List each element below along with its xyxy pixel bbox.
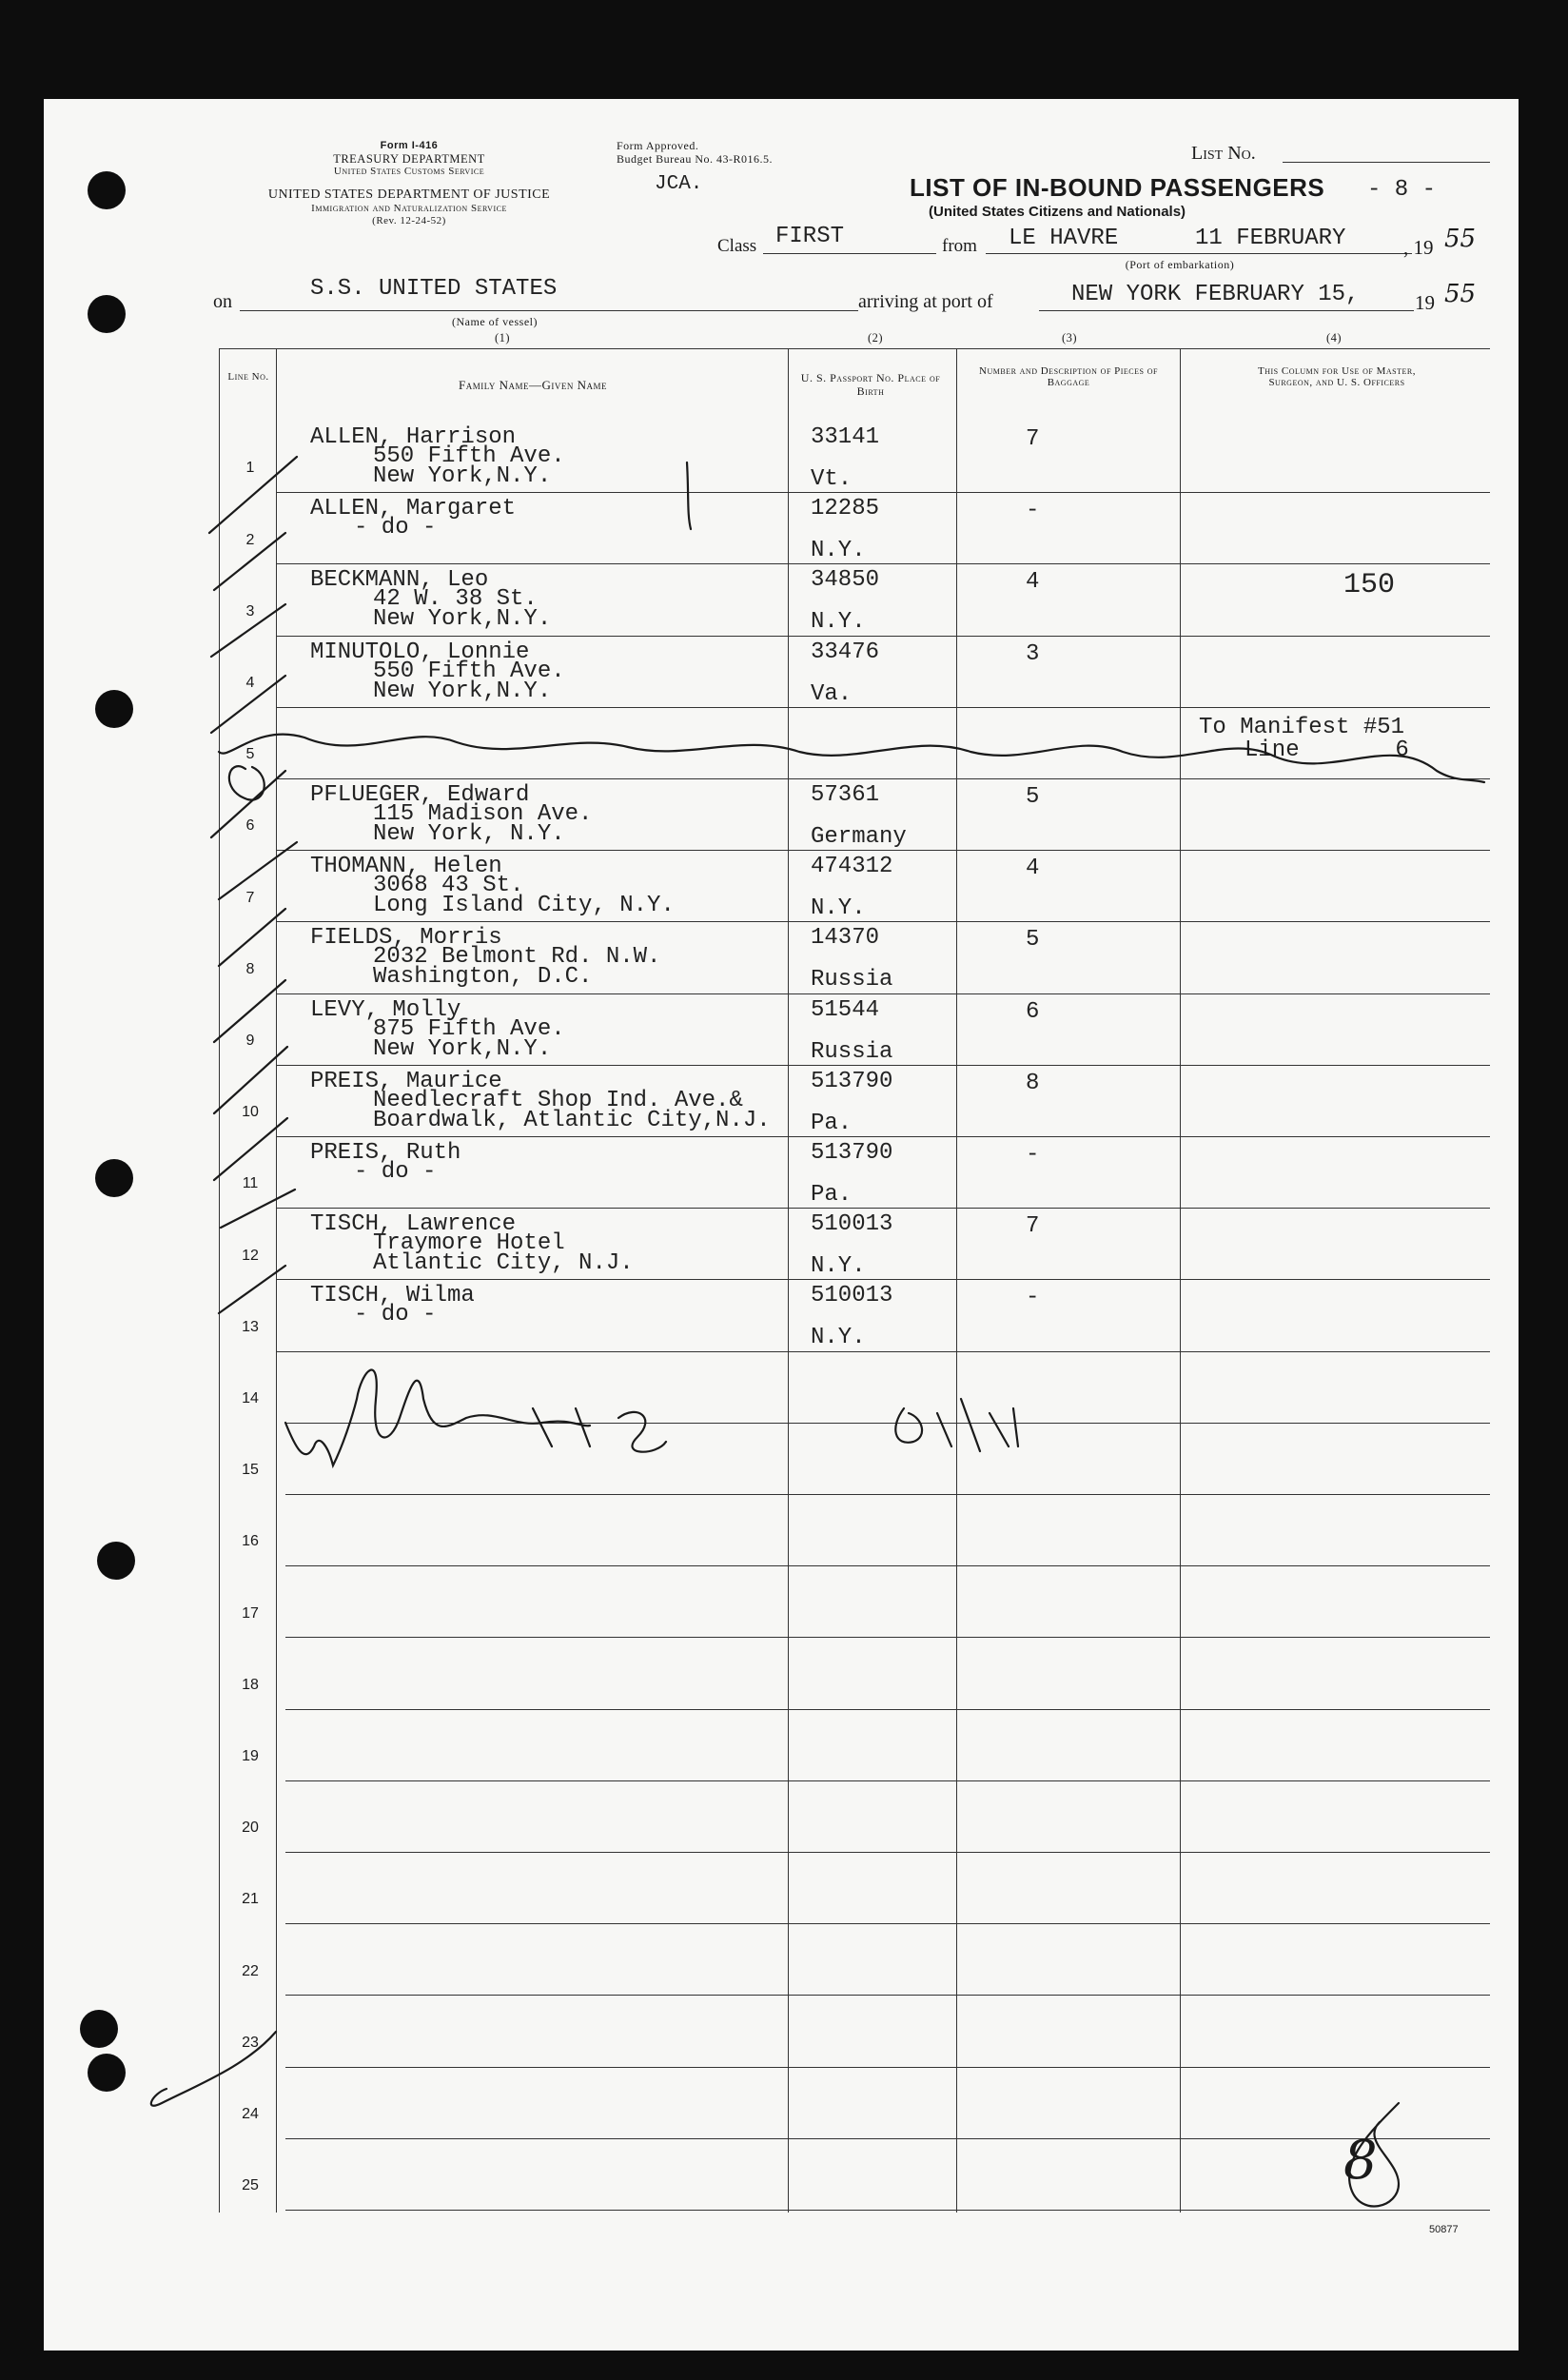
place-of-birth: Russia xyxy=(811,967,893,993)
baggage-count: 5 xyxy=(1026,784,1040,810)
passport-number: 33141 xyxy=(811,424,880,450)
customs-service: United States Customs Service xyxy=(333,166,485,177)
address-line-1: 550 Fifth Ave. xyxy=(373,443,565,469)
form-serial: 50877 xyxy=(1429,2224,1459,2235)
address-line-1: 2032 Belmont Rd. N.W. xyxy=(373,944,661,971)
address-line-1: 42 W. 38 St. xyxy=(373,586,538,613)
passport-number: 513790 xyxy=(811,1068,893,1094)
place-of-birth: N.Y. xyxy=(811,1325,866,1351)
address-line-1: 875 Fifth Ave. xyxy=(373,1015,565,1042)
passport-number: 12285 xyxy=(811,496,880,522)
passport-number: 510013 xyxy=(811,1211,893,1238)
address-line-2: Long Island City, N.Y. xyxy=(373,893,675,919)
baggage-count: 6 xyxy=(1026,998,1040,1025)
address-line-2: New York,N.Y. xyxy=(373,1035,552,1062)
passenger-name: TISCH, Lawrence xyxy=(310,1211,517,1238)
baggage-count: 4 xyxy=(1026,569,1040,596)
budget-bureau: Budget Bureau No. 43-R016.5. xyxy=(617,152,773,166)
line-number: 7 xyxy=(245,889,255,906)
ins-service: Immigration and Naturalization Service xyxy=(311,203,507,214)
col-number-2: (2) xyxy=(867,331,884,344)
line-number: 9 xyxy=(245,1032,255,1049)
passenger-name: PREIS, Maurice xyxy=(310,1068,502,1094)
passenger-name: THOMANN, Helen xyxy=(310,854,502,880)
passport-number: 51544 xyxy=(811,996,880,1023)
address-line-2: Atlantic City, N.J. xyxy=(373,1250,634,1277)
line-number: 20 xyxy=(242,1819,259,1837)
baggage-count: 5 xyxy=(1026,927,1040,954)
address-line-2: Boardwalk, Atlantic City,N.J. xyxy=(373,1107,771,1133)
class-value: FIRST xyxy=(775,224,845,249)
passenger-name: ALLEN, Margaret xyxy=(310,496,517,522)
line-number: 11 xyxy=(242,1175,259,1192)
departure-year-suffix: 55 xyxy=(1444,225,1477,253)
departure-year-prefix: , 19 xyxy=(1403,236,1434,259)
form-approved: Form Approved. xyxy=(617,139,699,152)
vessel-name: S.S. UNITED STATES xyxy=(310,276,558,302)
arrival-year-suffix: 55 xyxy=(1444,280,1477,308)
line-number: 1 xyxy=(245,460,255,477)
address-line-1: - do - xyxy=(354,1302,437,1328)
baggage-count: 7 xyxy=(1026,426,1040,452)
handwritten-page-number: 8 xyxy=(1343,2130,1378,2192)
line-number: 4 xyxy=(245,674,255,691)
port-embark-caption: (Port of embarkation) xyxy=(1125,258,1235,271)
line-number: 15 xyxy=(242,1462,259,1479)
line-number: 23 xyxy=(242,2034,259,2051)
line-number: 18 xyxy=(242,1676,259,1693)
line-number: 13 xyxy=(242,1318,259,1335)
baggage-count: - xyxy=(1026,1142,1040,1168)
line-number: 24 xyxy=(242,2105,259,2122)
passport-number: 513790 xyxy=(811,1140,893,1166)
address-line-1: 115 Madison Ave. xyxy=(373,801,593,827)
passport-number: 33476 xyxy=(811,639,880,665)
address-line-2: New York,N.Y. xyxy=(373,606,552,633)
baggage-count: 7 xyxy=(1026,1213,1040,1240)
line-number: 3 xyxy=(245,602,255,620)
line-number: 19 xyxy=(242,1747,259,1764)
header-name: Family Name—Given Name xyxy=(459,378,607,392)
passport-number: 34850 xyxy=(811,567,880,594)
from-label: from xyxy=(942,236,977,256)
line-number: 5 xyxy=(245,746,255,763)
passenger-name: PFLUEGER, Edward xyxy=(310,782,530,808)
passenger-name: PREIS, Ruth xyxy=(310,1140,461,1166)
arrival-year-prefix: 19 xyxy=(1415,291,1435,314)
place-of-birth: Pa. xyxy=(811,1182,853,1208)
line-number: 6 xyxy=(245,817,255,835)
place-of-birth: N.Y. xyxy=(811,1253,866,1280)
place-of-birth: Vt. xyxy=(811,466,853,492)
address-line-2: New York, N.Y. xyxy=(373,821,565,847)
header-passport: U. S. Passport No. Place of Birth xyxy=(800,371,941,398)
line-number: 16 xyxy=(242,1533,259,1550)
passenger-name: TISCH, Wilma xyxy=(310,1283,475,1309)
line-number: 10 xyxy=(242,1104,259,1121)
line-number: 14 xyxy=(242,1389,259,1406)
jca-code: JCA. xyxy=(655,173,703,195)
passenger-name: MINUTOLO, Lonnie xyxy=(310,639,530,665)
header-baggage: Number and Description of Pieces of Baggage xyxy=(979,365,1158,388)
address-line-2: Washington, D.C. xyxy=(373,964,593,991)
line-number: 25 xyxy=(242,2177,259,2194)
place-of-birth: N.Y. xyxy=(811,609,866,636)
passenger-name: FIELDS, Morris xyxy=(310,925,502,952)
col-number-4: (4) xyxy=(1325,331,1343,344)
arrival-port-date: NEW YORK FEBRUARY 15, xyxy=(1071,282,1360,307)
address-line-2: New York,N.Y. xyxy=(373,463,552,489)
line-number: 2 xyxy=(245,531,255,548)
class-label: Class xyxy=(717,236,757,256)
header-officers: This Column for Use of Master, Surgeon, and U. S. Officers xyxy=(1258,365,1416,388)
address-line-2: New York,N.Y. xyxy=(373,678,552,704)
baggage-count: 4 xyxy=(1026,856,1040,882)
place-of-birth: Va. xyxy=(811,680,853,707)
officer-note-line: Line 6 xyxy=(1245,737,1409,763)
passenger-name: BECKMANN, Leo xyxy=(310,567,489,594)
place-of-birth: Pa. xyxy=(811,1110,853,1136)
arriving-label: arriving at port of xyxy=(858,291,993,312)
place-of-birth: Russia xyxy=(811,1038,893,1065)
place-of-birth: N.Y. xyxy=(811,895,866,922)
line-number: 22 xyxy=(242,1962,259,1979)
justice-dept: UNITED STATES DEPARTMENT OF JUSTICE xyxy=(267,187,551,202)
officer-note: To Manifest #51 xyxy=(1199,714,1405,740)
line-number: 8 xyxy=(245,960,255,977)
line-number: 12 xyxy=(242,1247,259,1264)
place-of-birth: N.Y. xyxy=(811,538,866,564)
passenger-name: ALLEN, Harrison xyxy=(310,424,517,450)
officer-note: 150 xyxy=(1343,569,1396,602)
address-line-1: 550 Fifth Ave. xyxy=(373,658,565,684)
page-number: - 8 - xyxy=(1367,177,1437,203)
baggage-count: 8 xyxy=(1026,1070,1040,1096)
list-no-label: List No. xyxy=(1191,143,1256,164)
form-number: Form I-416 xyxy=(380,140,439,151)
passport-number: 474312 xyxy=(811,854,893,880)
departure-date: 11 FEBRUARY xyxy=(1195,226,1346,251)
address-line-1: 3068 43 St. xyxy=(373,873,524,899)
col-number-3: (3) xyxy=(1061,331,1078,344)
passenger-name: LEVY, Molly xyxy=(310,996,461,1023)
form-subtitle: (United States Citizens and Nationals) xyxy=(929,204,1186,220)
baggage-count: - xyxy=(1026,498,1040,524)
header-line-no: Line No. xyxy=(227,371,269,383)
passport-number: 57361 xyxy=(811,782,880,808)
revision-date: (Rev. 12-24-52) xyxy=(372,215,446,226)
baggage-count: - xyxy=(1026,1285,1040,1311)
address-line-1: Needlecraft Shop Ind. Ave.& xyxy=(373,1087,743,1113)
passport-number: 510013 xyxy=(811,1283,893,1309)
line-number: 17 xyxy=(242,1604,259,1622)
passport-number: 14370 xyxy=(811,925,880,952)
address-line-1: Traymore Hotel xyxy=(373,1230,565,1257)
form-title: LIST OF IN-BOUND PASSENGERS xyxy=(910,173,1325,202)
address-line-1: - do - xyxy=(354,515,437,541)
col-number-1: (1) xyxy=(494,331,511,344)
place-of-birth: Germany xyxy=(811,824,907,850)
line-number: 21 xyxy=(242,1891,259,1908)
vessel-caption: (Name of vessel) xyxy=(452,315,538,328)
port-of-embarkation: LE HAVRE xyxy=(1009,226,1119,251)
baggage-count: 3 xyxy=(1026,640,1040,667)
on-label: on xyxy=(213,291,232,312)
address-line-1: - do - xyxy=(354,1159,437,1185)
treasury-dept: TREASURY DEPARTMENT xyxy=(333,152,485,166)
